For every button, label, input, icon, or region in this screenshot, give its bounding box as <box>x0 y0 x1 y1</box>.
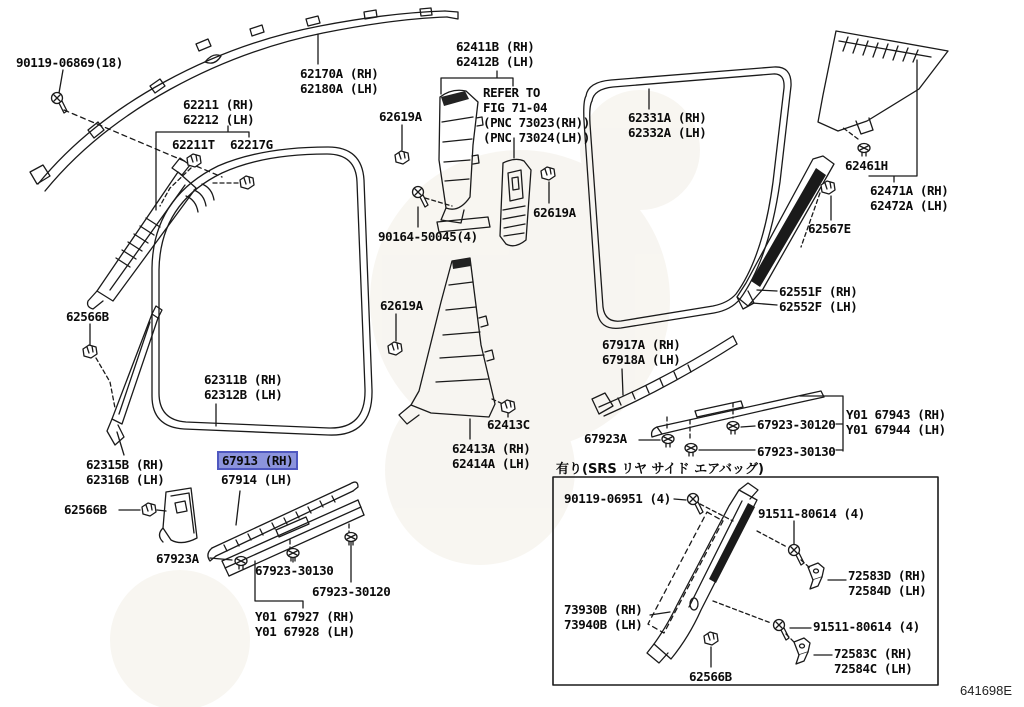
drawing-front-pillar-garnish <box>88 126 254 309</box>
part-label-62413C[interactable]: 62413C <box>487 417 530 432</box>
part-label-62566B-lower[interactable]: 62566B <box>64 502 107 517</box>
part-label-62551F[interactable]: 62551F (RH) 62552F (LH) <box>779 284 858 314</box>
part-label-67923-30120-right[interactable]: 67923-30120 <box>757 417 836 432</box>
part-label-62211T[interactable]: 62211T <box>172 137 215 152</box>
part-label-62315B[interactable]: 62315B (RH) 62316B (LH) <box>86 457 165 487</box>
part-label-62471A[interactable]: 62471A (RH) 62472A (LH) <box>870 183 949 213</box>
part-label-62567E[interactable]: 62567E <box>808 221 851 236</box>
part-label-62566B-upper[interactable]: 62566B <box>66 309 109 324</box>
part-label-91511-80614-lower[interactable]: 91511-80614 (4) <box>813 619 920 634</box>
part-label-62413A[interactable]: 62413A (RH) 62414A (LH) <box>452 441 531 471</box>
part-label-62461H[interactable]: 62461H <box>845 158 888 173</box>
part-label-67923-30120-left[interactable]: 67923-30120 <box>312 584 391 599</box>
part-label-90164-50045[interactable]: 90164-50045(4) <box>378 229 478 244</box>
part-label-90119-06869[interactable]: 90119-06869(18) <box>16 55 123 70</box>
part-label-73930B[interactable]: 73930B (RH) 73940B (LH) <box>564 602 643 632</box>
part-label-67923A-left[interactable]: 67923A <box>156 551 199 566</box>
part-label-67914[interactable]: 67914 (LH) <box>221 472 293 487</box>
part-label-91511-80614-upper[interactable]: 91511-80614 (4) <box>758 506 865 521</box>
part-label-62619A-mid[interactable]: 62619A <box>533 205 576 220</box>
part-label-62211[interactable]: 62211 (RH) 62212 (LH) <box>183 97 255 127</box>
part-label-62566B-box[interactable]: 62566B <box>689 669 732 684</box>
part-label-67923-30130-right[interactable]: 67923-30130 <box>757 444 836 459</box>
part-label-62619A-top[interactable]: 62619A <box>379 109 422 124</box>
part-label-62217G[interactable]: 62217G <box>230 137 273 152</box>
highlight-box: 67913 (RH) <box>217 451 298 470</box>
part-label-62170A[interactable]: 62170A (RH) 62180A (LH) <box>300 66 379 96</box>
part-label-72583D[interactable]: 72583D (RH) 72584D (LH) <box>848 568 927 598</box>
part-label-62411B[interactable]: 62411B (RH) 62412B (LH) <box>456 39 535 69</box>
part-label-67923A-right[interactable]: 67923A <box>584 431 627 446</box>
part-label-67923-30130-left[interactable]: 67923-30130 <box>255 563 334 578</box>
drawing-windshield-side-garnish <box>83 306 162 455</box>
part-label-90119-06951[interactable]: 90119-06951 (4) <box>564 491 671 506</box>
part-label-62331A[interactable]: 62331A (RH) 62332A (LH) <box>628 110 707 140</box>
part-label-Y01-67943[interactable]: Y01 67943 (RH) Y01 67944 (LH) <box>846 407 946 437</box>
part-label-67913-highlighted[interactable] <box>221 453 298 470</box>
part-label-67917A[interactable]: 67917A (RH) 67918A (LH) <box>602 337 681 367</box>
part-label-72583C[interactable]: 72583C (RH) 72584C (LH) <box>834 646 913 676</box>
part-label-62619A-low[interactable]: 62619A <box>380 298 423 313</box>
part-label-62311B[interactable]: 62311B (RH) 62312B (LH) <box>204 372 283 402</box>
srs-airbag-note: 有り(SRS リヤ サイド エアバッグ) <box>556 462 764 477</box>
refer-note: REFER TO FIG 71-04 (PNC 73023(RH)) (PNC 73024(LH)) <box>483 85 590 145</box>
figure-code: 641698E <box>960 683 1013 698</box>
part-label-Y01-67927[interactable]: Y01 67927 (RH) Y01 67928 (LH) <box>255 609 355 639</box>
